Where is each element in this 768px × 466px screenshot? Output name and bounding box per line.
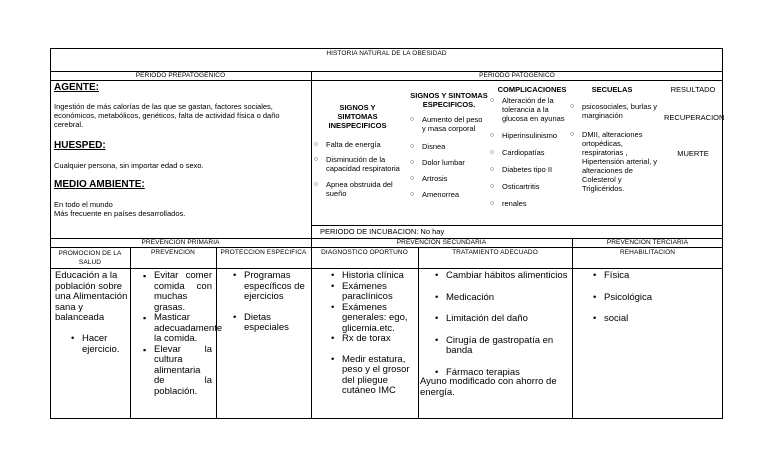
diagnostico-list xyxy=(328,271,418,399)
secuelas-title: SECUELAS xyxy=(591,85,633,94)
header-prepatogenico: PERIODO PREPATOGENICO xyxy=(135,72,226,79)
signos-especificos-title: SIGNOS Y SINTOMAS ESPECIFICOS. xyxy=(410,91,488,109)
list-item: ○ Aumento del peso y masa corporal xyxy=(410,115,486,133)
medio-ambiente-line-1: En todo el mundo xyxy=(54,200,113,209)
subheader-tratamiento: TRATAMIENTO ADECUADO xyxy=(452,249,538,256)
list-item: ○ Disminución de la capacidad respiratoria xyxy=(314,155,406,173)
complicaciones-list xyxy=(490,96,570,208)
list-item: ▪ Elevar la cultura alimentaria de la población. xyxy=(140,345,212,398)
list-item: ○ Alteración de la tolerancia a la glucosa en ayunas xyxy=(490,96,570,123)
list-item: • Exámenes generales: ego, glicemia.etc. xyxy=(328,303,418,335)
list-item: • Limitación del daño xyxy=(432,314,572,325)
huesped-text: Cualquier persona, sin importar edad o sexo. xyxy=(54,161,204,170)
list-item: ○ DMII, alteraciones ortopédicas, respiratorias , Hipertensión arterial, y alteraciones de Colesterol y Triglicéridos. xyxy=(570,130,662,193)
list-item: • Hacer ejercicio. xyxy=(68,334,130,355)
subheader-prevencion: PREVENCION xyxy=(151,249,195,256)
huesped-label: HUESPED: xyxy=(54,140,106,151)
list-item: ○ Falta de energía xyxy=(314,140,406,149)
list-item: • Medicación xyxy=(432,293,572,304)
list-item: ○ Osticartritis xyxy=(490,182,570,191)
list-item: ○ renales xyxy=(490,199,570,208)
signos-especificos-list xyxy=(410,115,486,199)
header-prevencion-secundaria: PREVENCION SECUNDARIA xyxy=(396,239,487,246)
rule-col-terciaria xyxy=(572,238,573,419)
header-prevencion-primaria: PREVENCION PRIMARIA xyxy=(141,239,220,246)
list-item: • Dietas especiales xyxy=(230,313,310,334)
rule-subheader xyxy=(50,268,723,269)
medio-ambiente-line-2: Más frecuente en países desarrollados. xyxy=(54,209,186,218)
rule-col-promocion xyxy=(130,247,131,419)
prevencion-list xyxy=(140,270,223,397)
secuelas-list xyxy=(570,102,662,193)
subheader-rehabilitacion: REHABILITACION xyxy=(619,249,676,256)
rule-col-diagnostico xyxy=(418,247,419,419)
list-item: ○ Diabetes tipo II xyxy=(490,165,570,174)
list-item: ○ Apnea obstruida del sueño xyxy=(314,180,406,198)
rule-incubacion-top xyxy=(311,225,723,226)
list-item: • Medir estatura, peso y el grosor del pliegue cutáneo IMC xyxy=(328,355,418,397)
subheader-proteccion: PROTECCION ESPECIFICA xyxy=(220,249,307,256)
list-item: • social xyxy=(590,314,690,325)
list-item: ▪ Evitar comer comida con muchas grasas. xyxy=(140,271,212,313)
list-item: ○ Disnea xyxy=(410,142,486,151)
subheader-promocion: PROMOCION DE LA SALUD xyxy=(58,250,122,266)
list-item: • Exámenes paraclínicos xyxy=(328,282,418,303)
list-item: • Física xyxy=(590,271,690,282)
periodo-incubacion: PERIODO DE INCUBACION: No hay xyxy=(320,227,445,236)
resultado-title: RESULTADO xyxy=(670,85,716,94)
rehabilitacion-list xyxy=(590,271,690,327)
header-patogenico: PERIODO PATOGENICO xyxy=(479,72,555,79)
list-item: • Psicológica xyxy=(590,293,690,304)
list-item: • Cambiar hábitos alimenticios xyxy=(432,271,572,282)
proteccion-list xyxy=(230,271,310,336)
list-item: ○ psicosociales, burlas y marginación xyxy=(570,102,662,120)
agente-label: AGENTE: xyxy=(54,82,99,93)
list-item: • Cirugía de gastropatía en banda xyxy=(432,336,572,357)
promocion-list xyxy=(68,334,130,357)
page-title: HISTORIA NATURAL DE LA OBESIDAD xyxy=(326,50,447,57)
list-item: ○ Amenorrea xyxy=(410,190,486,199)
list-item: ○ Cardiopatías xyxy=(490,148,570,157)
rule-period-header xyxy=(50,80,723,81)
signos-inespecificos-list xyxy=(314,140,406,198)
resultado-recuperacion: RECUPERACION xyxy=(664,113,725,122)
list-item: • Rx de torax xyxy=(328,334,418,345)
header-prevencion-terciaria: PREVENCION TERCIARIA xyxy=(606,239,689,246)
list-item: ○ Dolor lumbar xyxy=(410,158,486,167)
complicaciones-title: COMPLICACIONES xyxy=(497,85,567,94)
resultado-muerte: MUERTE xyxy=(677,149,709,158)
medio-ambiente-label: MEDIO AMBIENTE: xyxy=(54,179,145,190)
list-item: ▪ Masticar adecuadamente la comida. xyxy=(140,313,212,345)
list-item: • Historia clínica xyxy=(328,271,418,282)
tratamiento-extra: Ayuno modificado con ahorro de energía. xyxy=(420,376,557,398)
agente-text: Ingestión de más calorías de las que se gastan, factores sociales, económicos, metabólicos, genéticos, falta de actividad física o daño cerebral. xyxy=(54,102,280,129)
list-item: ○ Artrosis xyxy=(410,174,486,183)
subheader-diagnostico: DIAGNOSTICO OPORTUNO xyxy=(321,249,408,256)
list-item: • Programas específicos de ejercicios xyxy=(230,271,310,303)
promocion-text: Educación a la población sobre una Alimentación sana y balanceada xyxy=(55,270,128,323)
tratamiento-list xyxy=(432,271,572,380)
list-item: • Fármaco terapias xyxy=(432,368,572,379)
signos-inespecificos-title: SIGNOS Y SIMTOMAS INESPECIFICOS xyxy=(328,103,387,130)
list-item: ○ Hiperinsulinismo xyxy=(490,131,570,140)
rule-prevention-header xyxy=(50,247,723,248)
